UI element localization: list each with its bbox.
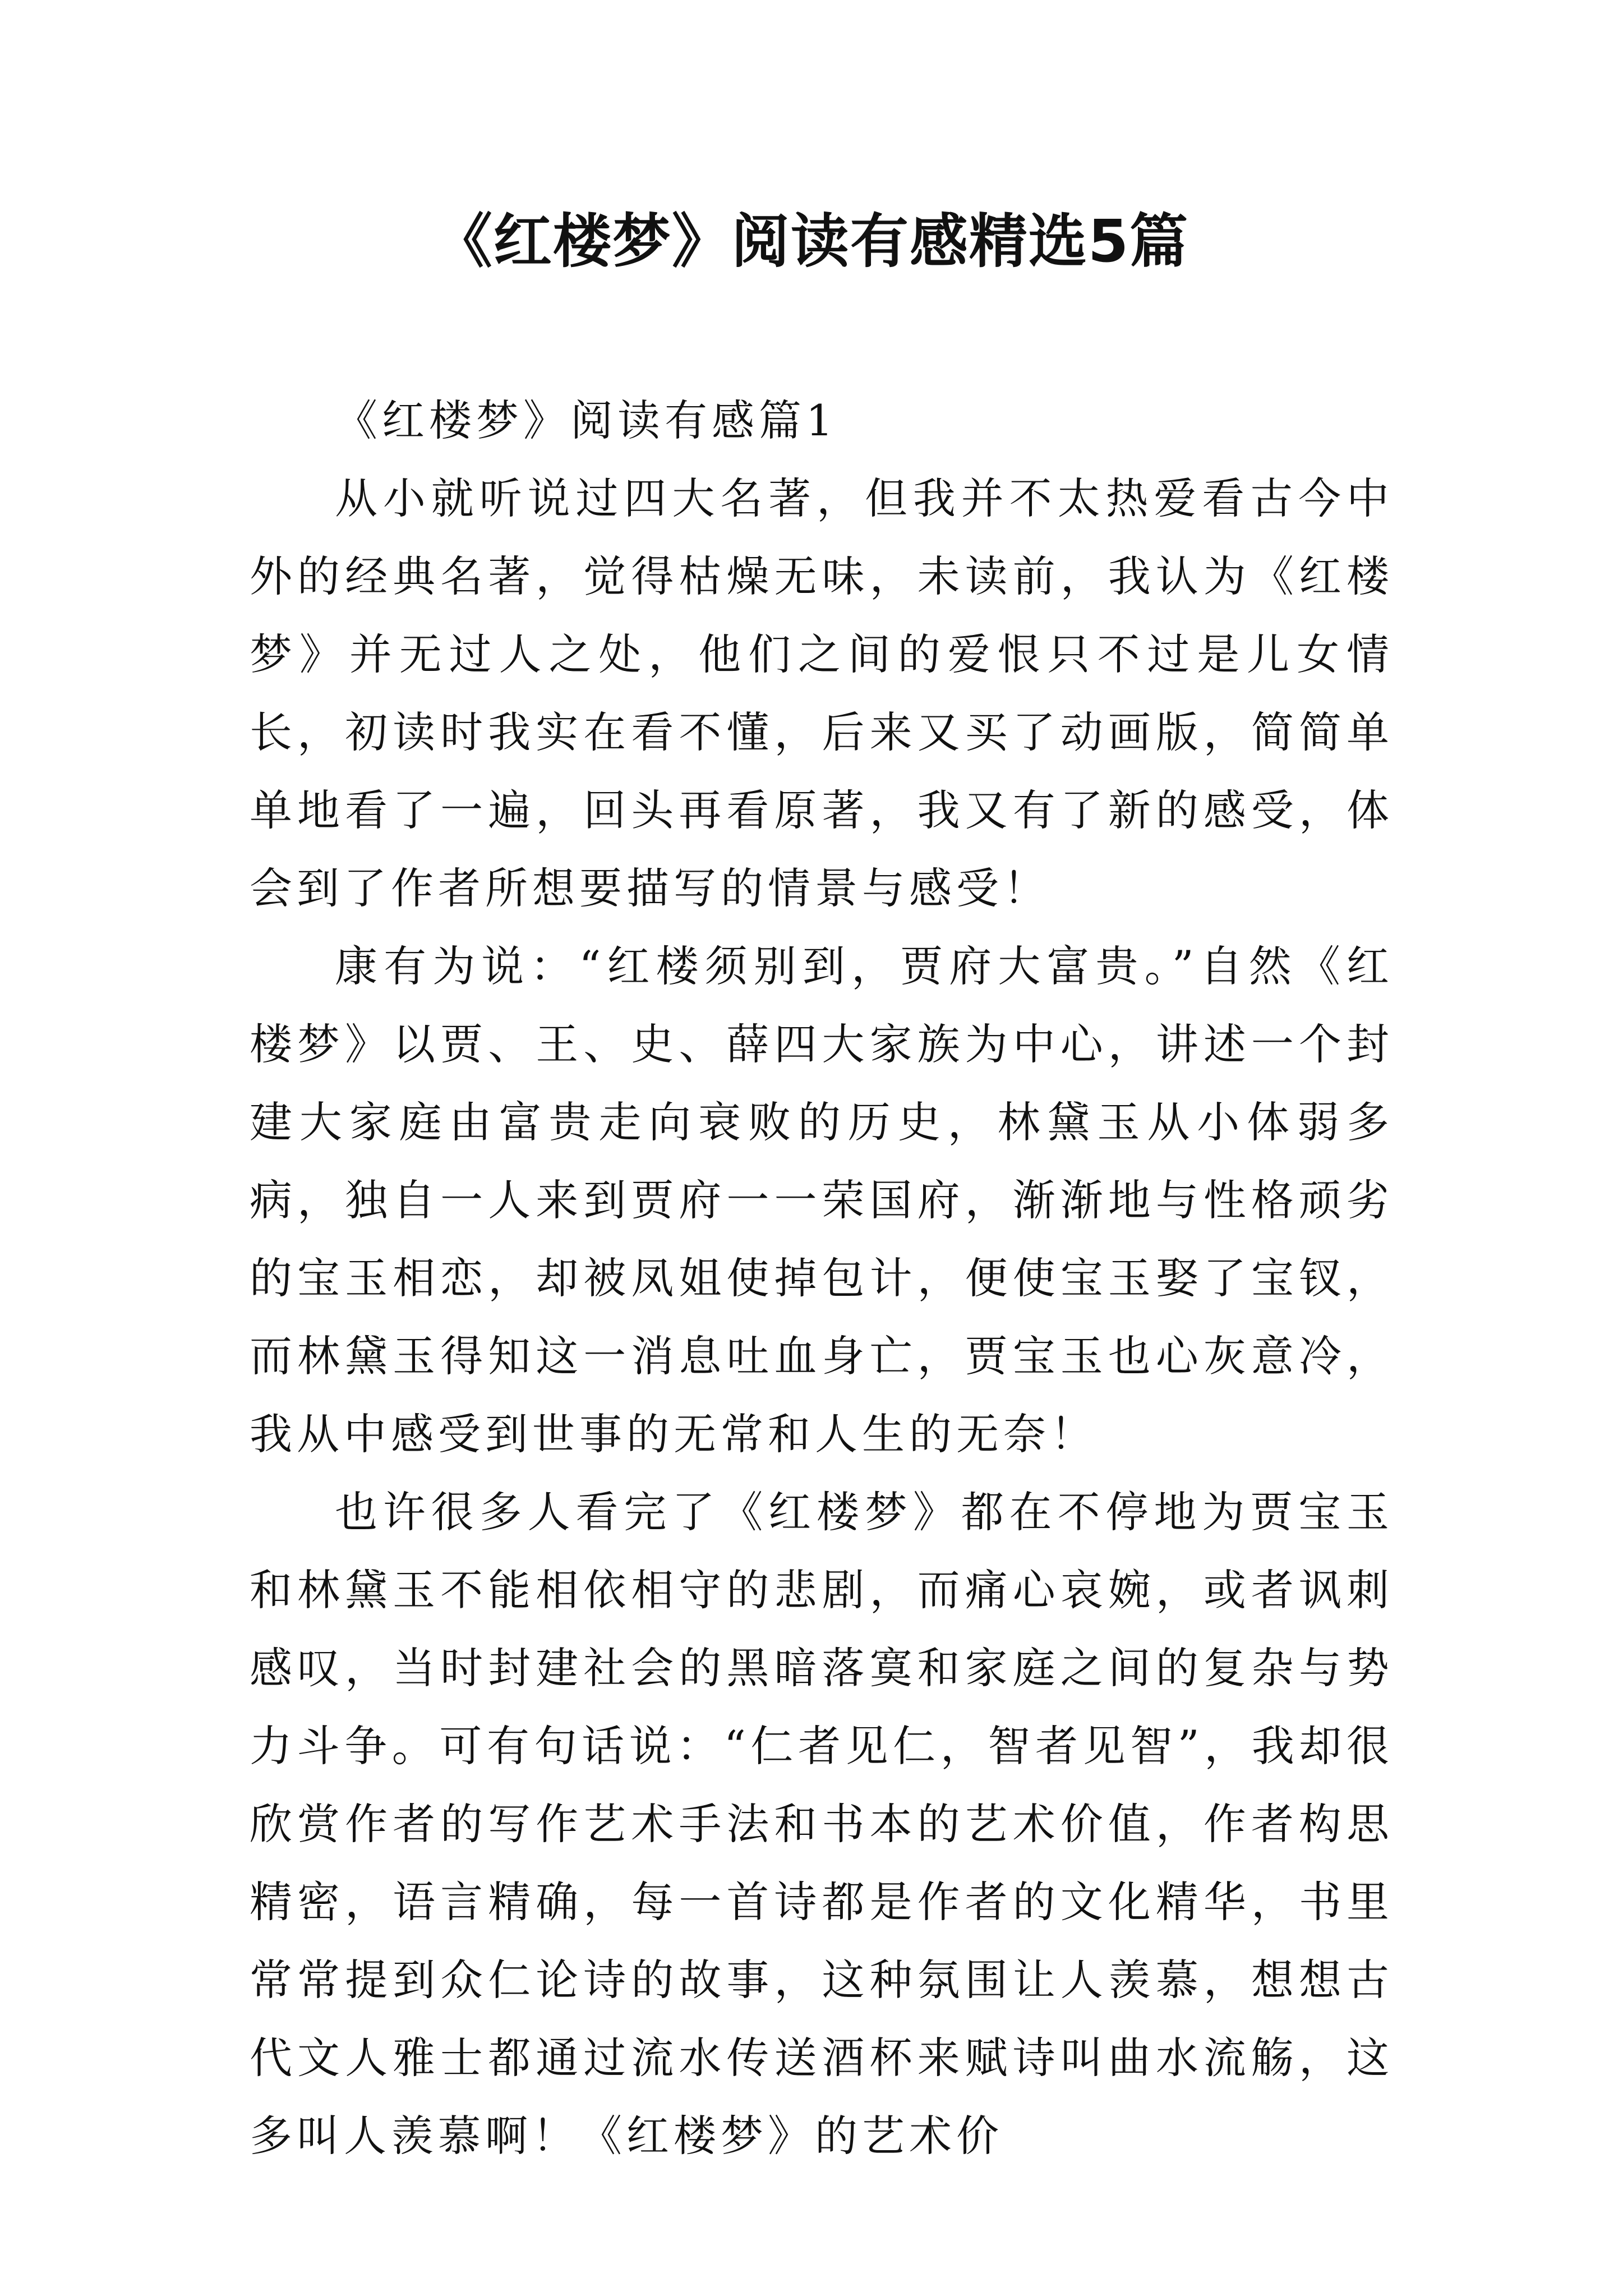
section-heading: 《红楼梦》阅读有感篇1 (335, 395, 838, 445)
document-body (250, 381, 1394, 2175)
paragraph-1: 从小就听说过四大名著，但我并不太热爱看古今中外的经典名著，觉得枯燥无味，未读前，我认为《红楼梦》并无过人之处，他们之间的爱恨只不过是儿女情长，初读时我实在看不懂，后来又买了动画版，简简单单地看了一遍，回头再看原著，我又有了新的感受，体会到了作者所想要描写的情景与感受！ (250, 473, 1394, 913)
paragraph-3: 也许很多人看完了《红楼梦》都在不停地为贾宝玉和林黛玉不能相依相守的悲剧，而痛心哀婉，或者讽刺感叹，当时封建社会的黑暗落寞和家庭之间的复杂与势力斗争。可有句话说：“仁者见仁，智者见智”，我却很欣赏作者的写作艺术手法和书本的艺术价值，作者构思精密，语言精确，每一首诗都是作者的文化精华，书里常常提到众仁论诗的故事，这种氛围让人羡慕，想想古代文人雅士都通过流水传送酒杯来赋诗叫曲水流觞，这多叫人羡慕啊！《红楼梦》的艺术价 (250, 1487, 1394, 2161)
document-title: 《红楼梦》阅读有感精选5篇 (434, 207, 1189, 275)
paragraph-2: 康有为说：“红楼须别到，贾府大富贵。”自然《红楼梦》以贾、王、史、薛四大家族为中心，讲述一个封建大家庭由富贵走向衰败的历史，林黛玉从小体弱多病，独自一人来到贾府一一荣国府，渐渐地与性格顽劣的宝玉相恋，却被凤姐使掉包计，便使宝玉娶了宝钗，而林黛玉得知这一消息吐血身亡，贾宝玉也心灰意冷，我从中感受到世事的无常和人生的无奈！ (250, 941, 1394, 1459)
